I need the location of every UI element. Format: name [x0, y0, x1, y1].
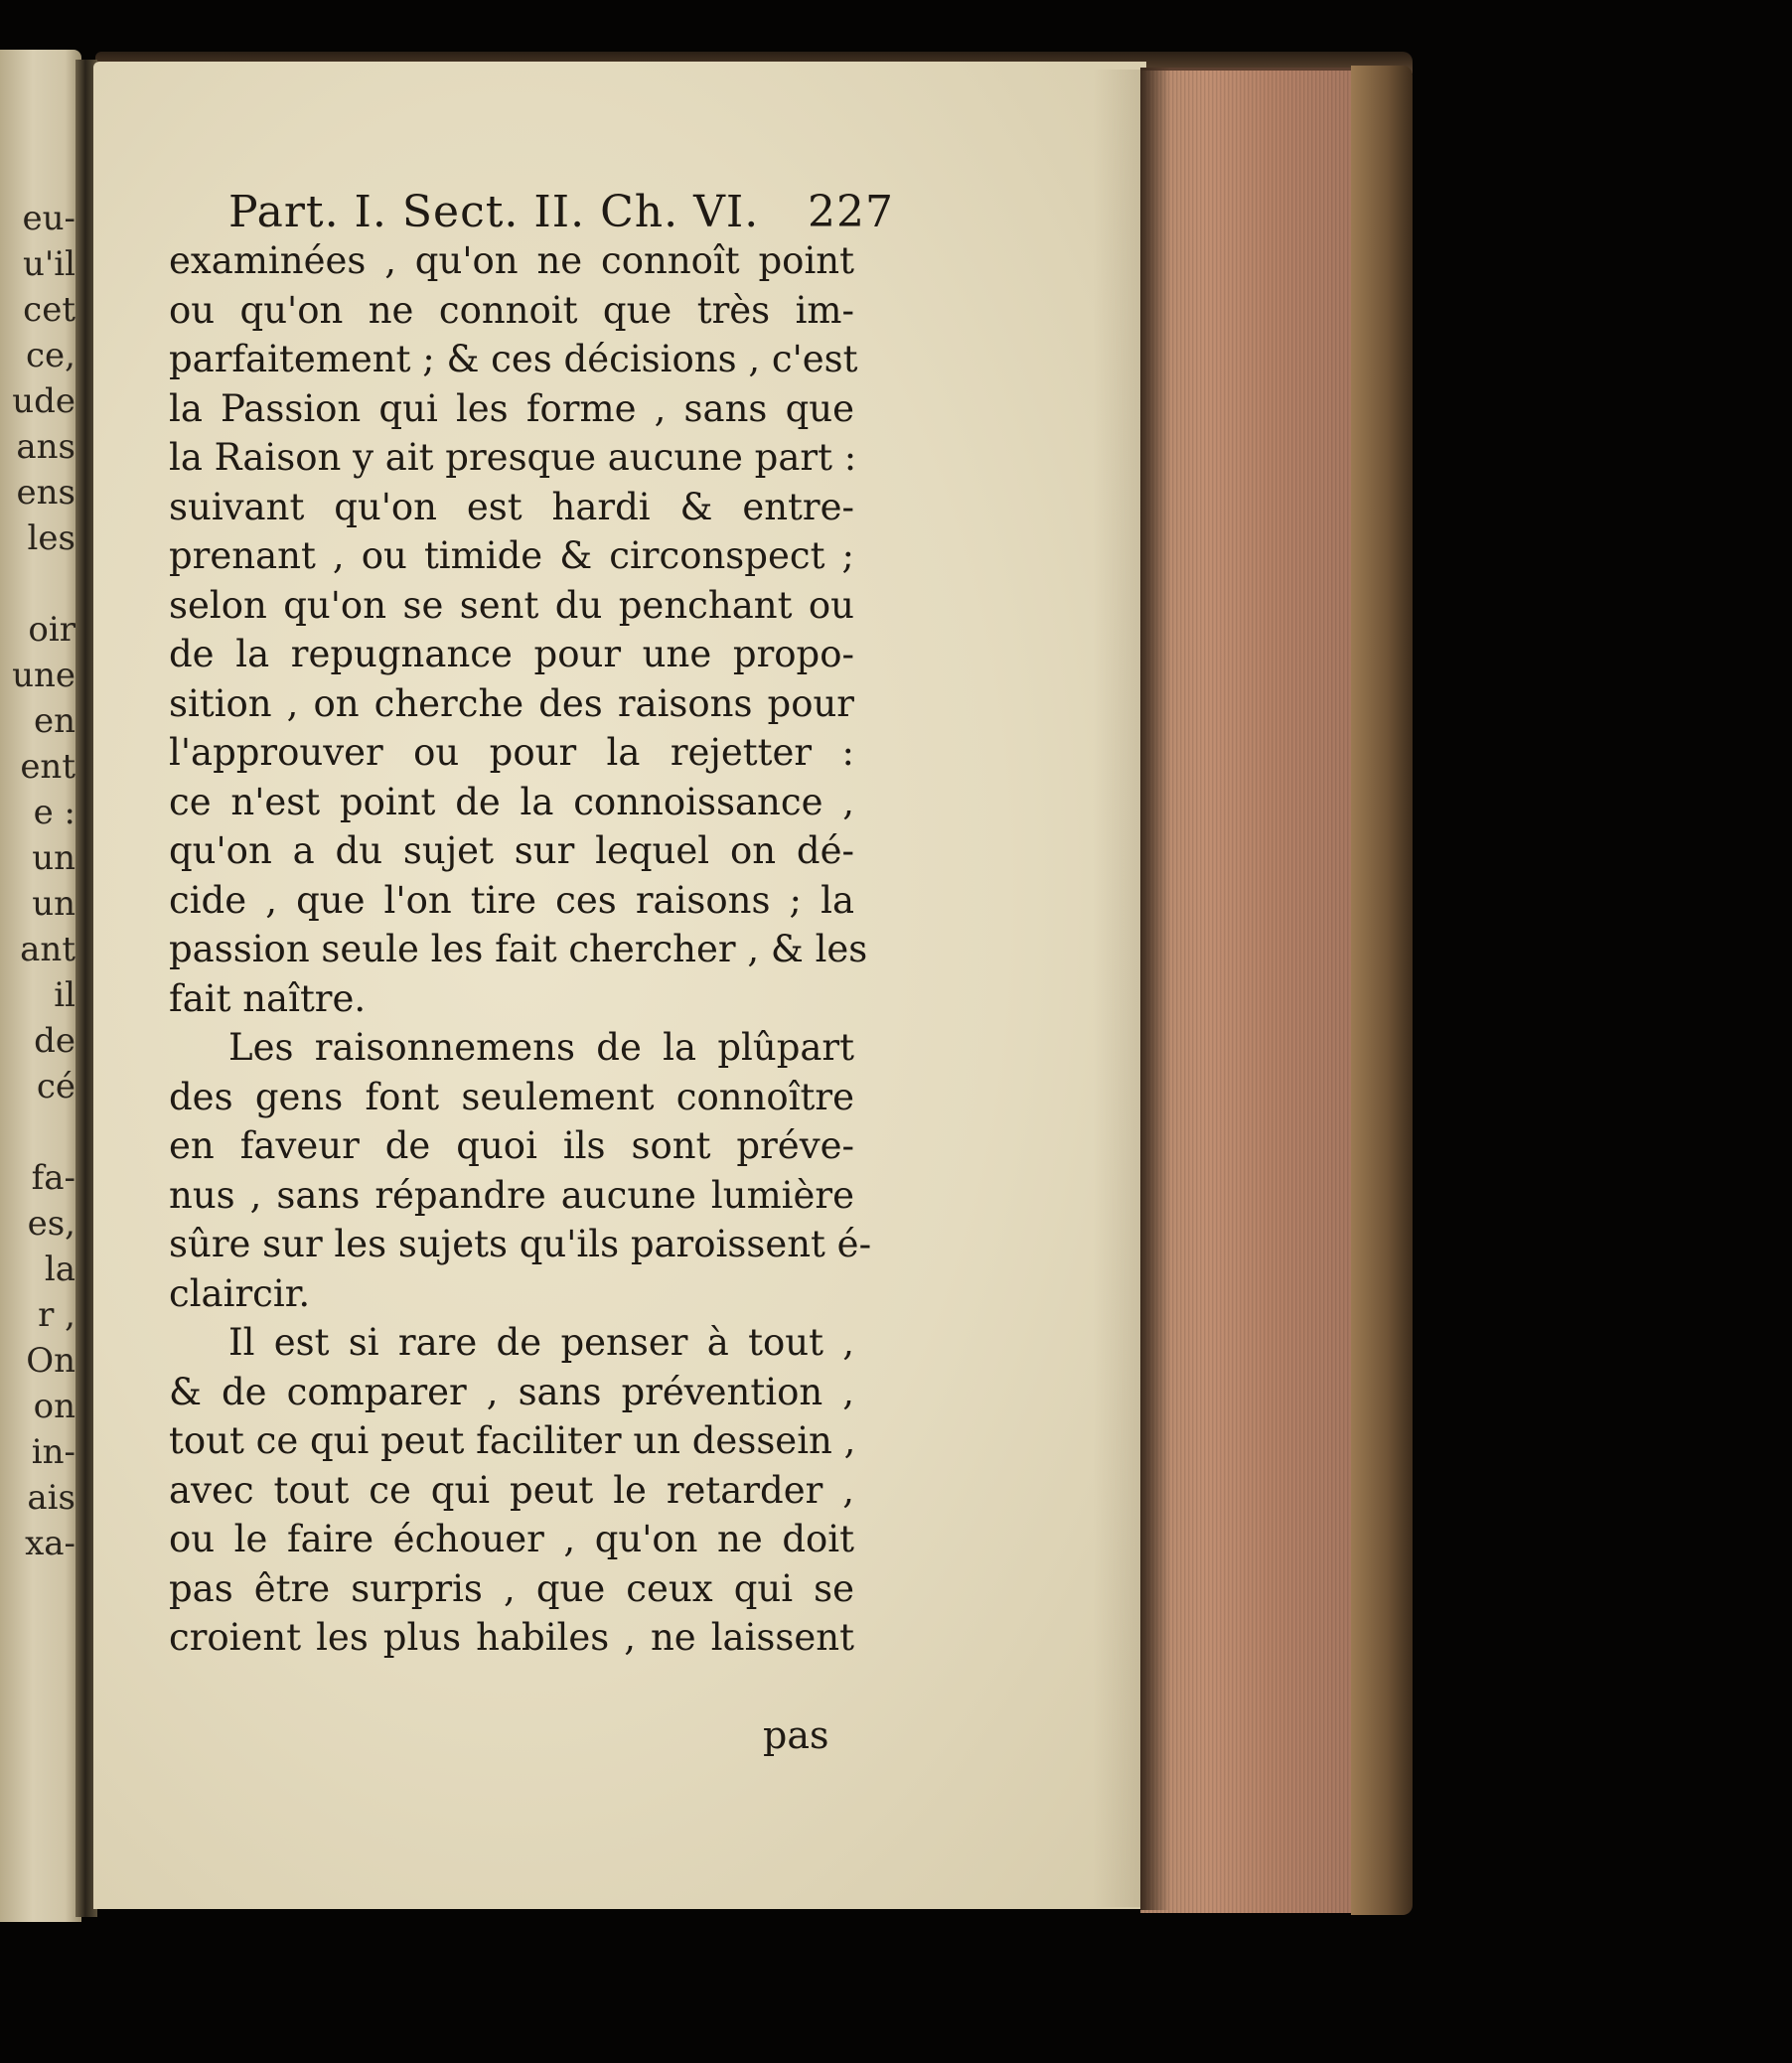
left-page-fragment: [0, 50, 81, 1922]
left-page-line: es,: [27, 1204, 75, 1244]
left-page-line: oir: [28, 610, 75, 650]
left-page-line: ce,: [26, 336, 75, 375]
left-page-line: une: [12, 656, 75, 695]
text-line: selon qu'on se sent du penchant ou: [169, 584, 854, 627]
left-page-line: on: [33, 1387, 75, 1426]
text-line: qu'on a du sujet sur lequel on dé-: [169, 829, 854, 872]
left-page-line: un: [32, 838, 75, 878]
left-page-line: cé: [36, 1067, 75, 1106]
text-line: la Passion qui les forme , sans que: [169, 387, 854, 430]
text-line: nus , sans répandre aucune lumière: [169, 1174, 854, 1217]
text-line: ce n'est point de la connoissance ,: [169, 781, 854, 823]
book-cover-side: [1351, 66, 1413, 1915]
text-line: claircir.: [169, 1272, 311, 1315]
left-page-line: e :: [33, 793, 75, 832]
text-line: prenant , ou timide & circonspect ;: [169, 534, 854, 577]
left-page-line: ant: [20, 930, 75, 969]
text-line: la Raison y ait presque aucune part :: [169, 436, 857, 479]
text-line: croient les plus habiles , ne laissent: [169, 1616, 854, 1659]
left-page-line: ude: [12, 381, 75, 421]
left-page-line: u'il: [23, 244, 75, 284]
text-line: sition , on cherche des raisons pour: [169, 682, 854, 725]
left-page-line: la: [44, 1250, 75, 1289]
text-line: Il est si rare de penser à tout ,: [228, 1321, 854, 1364]
left-page-line: ans: [16, 427, 75, 467]
text-line: fait naître.: [169, 977, 367, 1020]
left-page-line: les: [27, 518, 75, 558]
text-line: pas être surpris , que ceux qui se: [169, 1567, 854, 1610]
left-page-line: il: [54, 975, 75, 1015]
text-line: suivant qu'on est hardi & entre-: [169, 486, 854, 528]
left-page-line: de: [34, 1021, 75, 1061]
text-line: passion seule les fait chercher , & les: [169, 928, 868, 970]
text-line: cide , que l'on tire ces raisons ; la: [169, 879, 854, 922]
text-line: ou qu'on ne connoit que très im-: [169, 289, 854, 332]
text-line: sûre sur les sujets qu'ils paroissent é-: [169, 1223, 872, 1265]
left-page-line: fa-: [31, 1158, 75, 1198]
running-head: [228, 187, 894, 237]
left-page-line: On: [26, 1341, 75, 1381]
left-page-line: ent: [20, 747, 75, 787]
catchword: pas: [763, 1713, 829, 1757]
left-page-line: in-: [31, 1432, 75, 1472]
running-head-title: Part. I. Sect. II. Ch. VI.: [228, 187, 760, 237]
text-line: Les raisonnemens de la plûpart: [228, 1026, 854, 1069]
left-page-line: ais: [27, 1478, 75, 1518]
text-line: parfaitement ; & ces décisions , c'est: [169, 338, 858, 380]
text-line: tout ce qui peut faciliter un dessein ,: [169, 1419, 856, 1462]
page-number: 227: [808, 187, 894, 237]
fore-edge-shadow: [1140, 68, 1170, 1910]
left-page-line: xa-: [25, 1524, 75, 1563]
left-page-line: un: [32, 884, 75, 924]
left-page-line: r ,: [38, 1295, 75, 1335]
text-line: l'approuver ou pour la rejetter :: [169, 731, 854, 774]
text-line: en faveur de quoi ils sont préve-: [169, 1124, 854, 1167]
fore-edge-of-pages: [1140, 68, 1359, 1913]
text-line: de la repugnance pour une propo-: [169, 633, 854, 675]
left-page-line: eu-: [22, 199, 75, 238]
text-line: des gens font seulement connoître: [169, 1076, 854, 1118]
text-line: & de comparer , sans prévention ,: [169, 1371, 854, 1413]
text-line: ou le faire échouer , qu'on ne doit: [169, 1518, 854, 1560]
text-line: examinées , qu'on ne connoît point: [169, 239, 854, 282]
left-page-line: en: [33, 701, 75, 741]
left-page-line: cet: [23, 290, 75, 330]
text-line: avec tout ce qui peut le retarder ,: [169, 1469, 854, 1512]
left-page-line: ens: [16, 473, 75, 513]
